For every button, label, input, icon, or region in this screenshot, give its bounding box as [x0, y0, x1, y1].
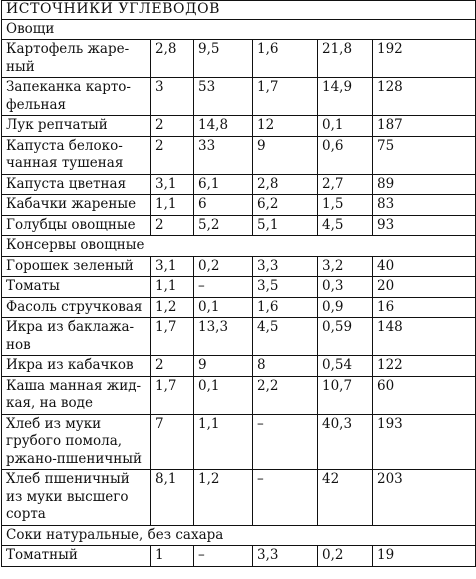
- value-cell: 0,2: [318, 546, 373, 567]
- value-cell: 1,6: [253, 297, 318, 318]
- value-cell: 9: [194, 356, 253, 377]
- value-cell: 203: [373, 470, 476, 526]
- value-cell: 192: [373, 40, 476, 78]
- table-row: [2, 195, 476, 216]
- value-cell: 9,5: [194, 40, 253, 78]
- value-cell: 60: [373, 376, 476, 414]
- value-cell: 14,8: [194, 116, 253, 137]
- value-cell: 3: [151, 78, 194, 116]
- food-name-cell: Икра из баклажа- нов: [2, 318, 151, 356]
- value-cell: 13,3: [194, 318, 253, 356]
- value-cell: 21,8: [318, 40, 373, 78]
- value-cell: 1: [151, 546, 194, 567]
- value-cell: 16: [373, 297, 476, 318]
- value-cell: 6: [194, 195, 253, 216]
- food-name-cell: Икра из кабачков: [2, 356, 151, 377]
- value-cell: 1,1: [151, 277, 194, 298]
- value-cell: –: [253, 414, 318, 470]
- section-label: Соки натуральные, без сахара: [2, 525, 476, 546]
- value-cell: 40,3: [318, 414, 373, 470]
- section-header-row: [2, 236, 476, 257]
- food-name-cell: Томаты: [2, 277, 151, 298]
- value-cell: 1,7: [151, 318, 194, 356]
- value-cell: 187: [373, 116, 476, 137]
- value-cell: 7: [151, 414, 194, 470]
- table-title-row: [2, 1, 476, 20]
- table-row: [2, 356, 476, 377]
- value-cell: 2: [151, 116, 194, 137]
- value-cell: 19: [373, 546, 476, 567]
- table-row: [2, 256, 476, 277]
- value-cell: 3,1: [151, 174, 194, 195]
- food-name-cell: Лук репчатый: [2, 116, 151, 137]
- value-cell: 1,1: [151, 195, 194, 216]
- value-cell: 1,5: [318, 195, 373, 216]
- table-row: [2, 116, 476, 137]
- value-cell: 6,2: [253, 195, 318, 216]
- value-cell: 42: [318, 470, 373, 526]
- food-name-cell: Капуста цветная: [2, 174, 151, 195]
- food-name-cell: Хлеб пшеничный из муки высшего сорта: [2, 470, 151, 526]
- value-cell: 5,1: [253, 215, 318, 236]
- value-cell: 89: [373, 174, 476, 195]
- food-name-cell: Запеканка карто- фельная: [2, 78, 151, 116]
- table-row: [2, 40, 476, 78]
- food-name-cell: Голубцы овощные: [2, 215, 151, 236]
- food-name-cell: Капуста белоко- чанная тушеная: [2, 136, 151, 174]
- value-cell: 8,1: [151, 470, 194, 526]
- value-cell: 83: [373, 195, 476, 216]
- value-cell: 1,6: [253, 40, 318, 78]
- value-cell: 0,1: [194, 376, 253, 414]
- value-cell: 2,2: [253, 376, 318, 414]
- value-cell: 93: [373, 215, 476, 236]
- table-row: [2, 318, 476, 356]
- food-name-cell: Каша манная жид- кая, на воде: [2, 376, 151, 414]
- food-name-cell: Фасоль стручковая: [2, 297, 151, 318]
- value-cell: 128: [373, 78, 476, 116]
- value-cell: 0,3: [318, 277, 373, 298]
- food-name-cell: Томатный: [2, 546, 151, 567]
- value-cell: 2,8: [253, 174, 318, 195]
- value-cell: 2,7: [318, 174, 373, 195]
- table-row: [2, 297, 476, 318]
- table-row: [2, 546, 476, 567]
- section-header-row: [2, 19, 476, 40]
- value-cell: 1,7: [253, 78, 318, 116]
- value-cell: 33: [194, 136, 253, 174]
- value-cell: 5,2: [194, 215, 253, 236]
- food-name-cell: Хлеб из муки грубого помола, ржано-пшеничный: [2, 414, 151, 470]
- section-header-row: [2, 525, 476, 546]
- value-cell: 122: [373, 356, 476, 377]
- value-cell: –: [253, 470, 318, 526]
- value-cell: 4,5: [318, 215, 373, 236]
- value-cell: 4,5: [253, 318, 318, 356]
- value-cell: 9: [253, 136, 318, 174]
- value-cell: 1,2: [151, 297, 194, 318]
- value-cell: 1,7: [151, 376, 194, 414]
- value-cell: 2: [151, 356, 194, 377]
- table-row: [2, 414, 476, 470]
- value-cell: –: [194, 277, 253, 298]
- value-cell: 3,2: [318, 256, 373, 277]
- table-row: [2, 277, 476, 298]
- value-cell: 2,8: [151, 40, 194, 78]
- value-cell: 40: [373, 256, 476, 277]
- value-cell: 20: [373, 277, 476, 298]
- value-cell: 75: [373, 136, 476, 174]
- table-row: [2, 78, 476, 116]
- food-name-cell: Горошек зеленый: [2, 256, 151, 277]
- value-cell: 1,2: [194, 470, 253, 526]
- value-cell: 3,1: [151, 256, 194, 277]
- value-cell: 53: [194, 78, 253, 116]
- value-cell: 10,7: [318, 376, 373, 414]
- value-cell: 0,59: [318, 318, 373, 356]
- value-cell: 193: [373, 414, 476, 470]
- table-title: ИСТОЧНИКИ УГЛЕВОДОВ: [2, 1, 476, 20]
- carbohydrate-sources-table: [1, 0, 476, 567]
- table-body: [2, 1, 476, 567]
- value-cell: 2: [151, 215, 194, 236]
- value-cell: 3,3: [253, 256, 318, 277]
- value-cell: 2: [151, 136, 194, 174]
- value-cell: 1,1: [194, 414, 253, 470]
- value-cell: 14,9: [318, 78, 373, 116]
- value-cell: 0,1: [318, 116, 373, 137]
- value-cell: 6,1: [194, 174, 253, 195]
- value-cell: 12: [253, 116, 318, 137]
- value-cell: 8: [253, 356, 318, 377]
- food-name-cell: Картофель жаре- ный: [2, 40, 151, 78]
- value-cell: 0,1: [194, 297, 253, 318]
- value-cell: 0,54: [318, 356, 373, 377]
- value-cell: 0,2: [194, 256, 253, 277]
- food-name-cell: Кабачки жареные: [2, 195, 151, 216]
- value-cell: 3,3: [253, 546, 318, 567]
- value-cell: 148: [373, 318, 476, 356]
- value-cell: 0,9: [318, 297, 373, 318]
- table-row: [2, 174, 476, 195]
- section-label: Овощи: [2, 19, 476, 40]
- table-row: [2, 215, 476, 236]
- table-row: [2, 376, 476, 414]
- section-label: Консервы овощные: [2, 236, 476, 257]
- value-cell: 3,5: [253, 277, 318, 298]
- table-row: [2, 136, 476, 174]
- value-cell: –: [194, 546, 253, 567]
- value-cell: 0,6: [318, 136, 373, 174]
- table-row: [2, 470, 476, 526]
